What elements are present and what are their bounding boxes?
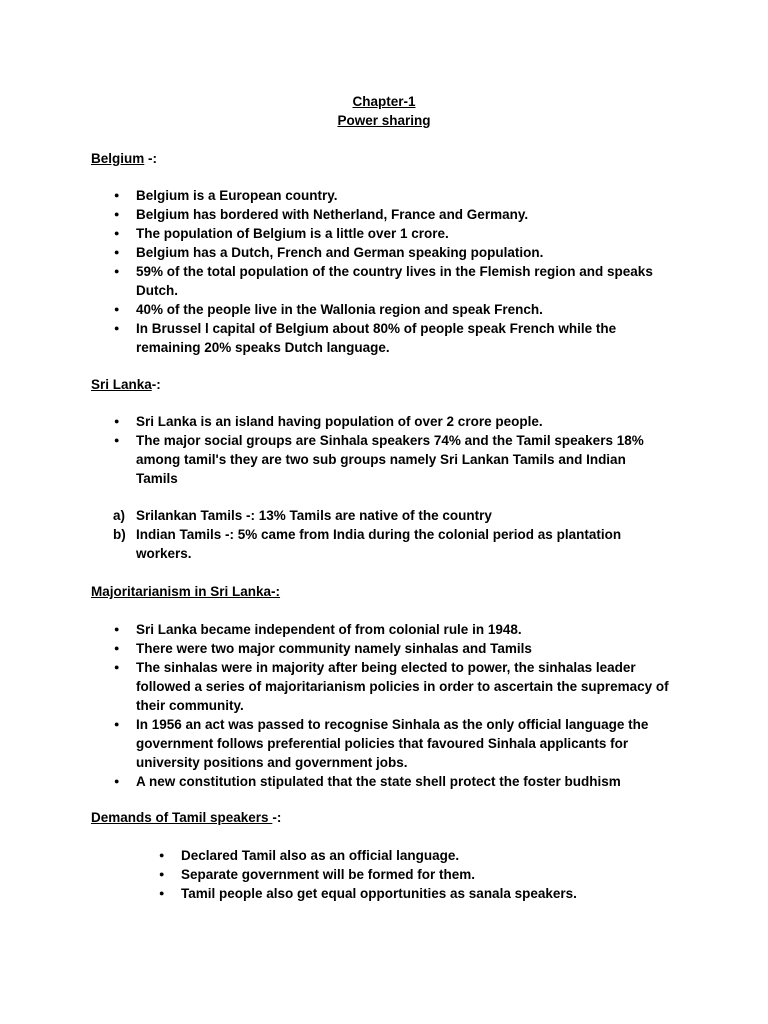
list-item-text: Separate government will be formed for them. [181, 867, 476, 882]
list-item [91, 300, 671, 319]
list-item-text: The sinhalas were in majority after being elected to power, the sinhalas leader followed a series of majoritarianism policies in order to ascertain the supremacy of their community. [136, 660, 669, 713]
list-item-text: Belgium has a Dutch, French and German speaking population. [136, 245, 544, 260]
bullet-icon: ● [114, 247, 120, 257]
bullet-icon: ● [114, 304, 120, 314]
list-item [91, 319, 671, 357]
list-item [91, 243, 671, 262]
belgium-heading [91, 149, 157, 168]
bullet-icon: ● [114, 416, 120, 426]
bullet-icon: ● [114, 228, 120, 238]
belgium-list [91, 186, 671, 357]
list-item-text: Srilankan Tamils -: 13% Tamils are native of the country [136, 508, 492, 523]
list-item-text: The major social groups are Sinhala speakers 74% and the Tamil speakers 18% among tamil's they are two sub groups namely Sri Lankan Tamils and Indian Tamils [136, 433, 644, 486]
demands-list [136, 846, 696, 903]
list-item [91, 715, 671, 772]
demands-heading-suffix: -: [272, 810, 282, 825]
list-item [91, 658, 671, 715]
bullet-icon: ● [114, 776, 120, 786]
majoritarianism-heading [91, 582, 280, 601]
list-item-text: Belgium has bordered with Netherland, France and Germany. [136, 207, 529, 222]
bullet-icon: ● [114, 209, 120, 219]
chapter-title: Chapter-1 [352, 94, 416, 109]
bullet-icon: ● [159, 869, 165, 879]
list-item [91, 620, 671, 639]
list-item [91, 639, 671, 658]
list-item-text: Sri Lanka became independent of from colonial rule in 1948. [136, 622, 522, 637]
list-item-text: There were two major community namely sinhalas and Tamils [136, 641, 532, 656]
belgium-heading-text: Belgium [91, 151, 145, 166]
bullet-icon: ● [159, 888, 165, 898]
majoritarianism-list [91, 620, 671, 791]
list-item-text: Tamil people also get equal opportunities as sanala speakers. [181, 886, 577, 901]
bullet-icon: ● [114, 266, 120, 276]
srilanka-heading-suffix: -: [151, 377, 161, 392]
majoritarianism-heading-text: Majoritarianism in Sri Lanka-: [91, 584, 281, 599]
srilanka-list [91, 412, 671, 488]
list-item [91, 262, 671, 300]
srilanka-sub-list [91, 506, 671, 563]
bullet-icon: ● [114, 435, 120, 445]
list-item [91, 431, 671, 488]
subject-title: Power sharing [337, 113, 431, 128]
list-item-text: The population of Belgium is a little over 1 crore. [136, 226, 449, 241]
list-item [91, 205, 671, 224]
bullet-icon: ● [114, 190, 120, 200]
list-item [136, 846, 696, 865]
list-marker: a) [113, 508, 126, 523]
list-item [91, 412, 671, 431]
list-item [136, 884, 696, 903]
list-item-text: Belgium is a European country. [136, 188, 338, 203]
belgium-heading-suffix: -: [144, 151, 158, 166]
list-item-text: 59% of the total population of the country lives in the Flemish region and speaks Dutch. [136, 264, 653, 298]
list-item-text: In Brussel l capital of Belgium about 80% of people speak French while the remaining 20% speaks Dutch language. [136, 321, 617, 355]
demands-heading-text: Demands of Tamil speakers [91, 810, 273, 825]
list-item [91, 525, 671, 563]
bullet-icon: ● [159, 850, 165, 860]
demands-heading [91, 808, 281, 827]
list-item-text: Declared Tamil also as an official language. [181, 848, 460, 863]
bullet-icon: ● [114, 662, 120, 672]
list-item [91, 772, 671, 791]
bullet-icon: ● [114, 323, 120, 333]
list-item-text: Indian Tamils -: 5% came from India during the colonial period as plantation workers. [136, 527, 622, 561]
list-item [91, 224, 671, 243]
list-item-text: 40% of the people live in the Wallonia region and speak French. [136, 302, 543, 317]
list-item [91, 506, 671, 525]
list-item-text: A new constitution stipulated that the state shell protect the foster budhism [136, 774, 621, 789]
srilanka-heading-text: Sri Lanka [91, 377, 152, 392]
list-item [136, 865, 696, 884]
list-item-text: In 1956 an act was passed to recognise Sinhala as the only official language the government follows preferential policies that favoured Sinhala applicants for university positions and government jobs. [136, 717, 649, 770]
srilanka-heading [91, 375, 161, 394]
list-item-text: Sri Lanka is an island having population of over 2 crore people. [136, 414, 543, 429]
list-item [91, 186, 671, 205]
bullet-icon: ● [114, 719, 120, 729]
bullet-icon: ● [114, 643, 120, 653]
bullet-icon: ● [114, 624, 120, 634]
list-marker: b) [113, 527, 126, 542]
